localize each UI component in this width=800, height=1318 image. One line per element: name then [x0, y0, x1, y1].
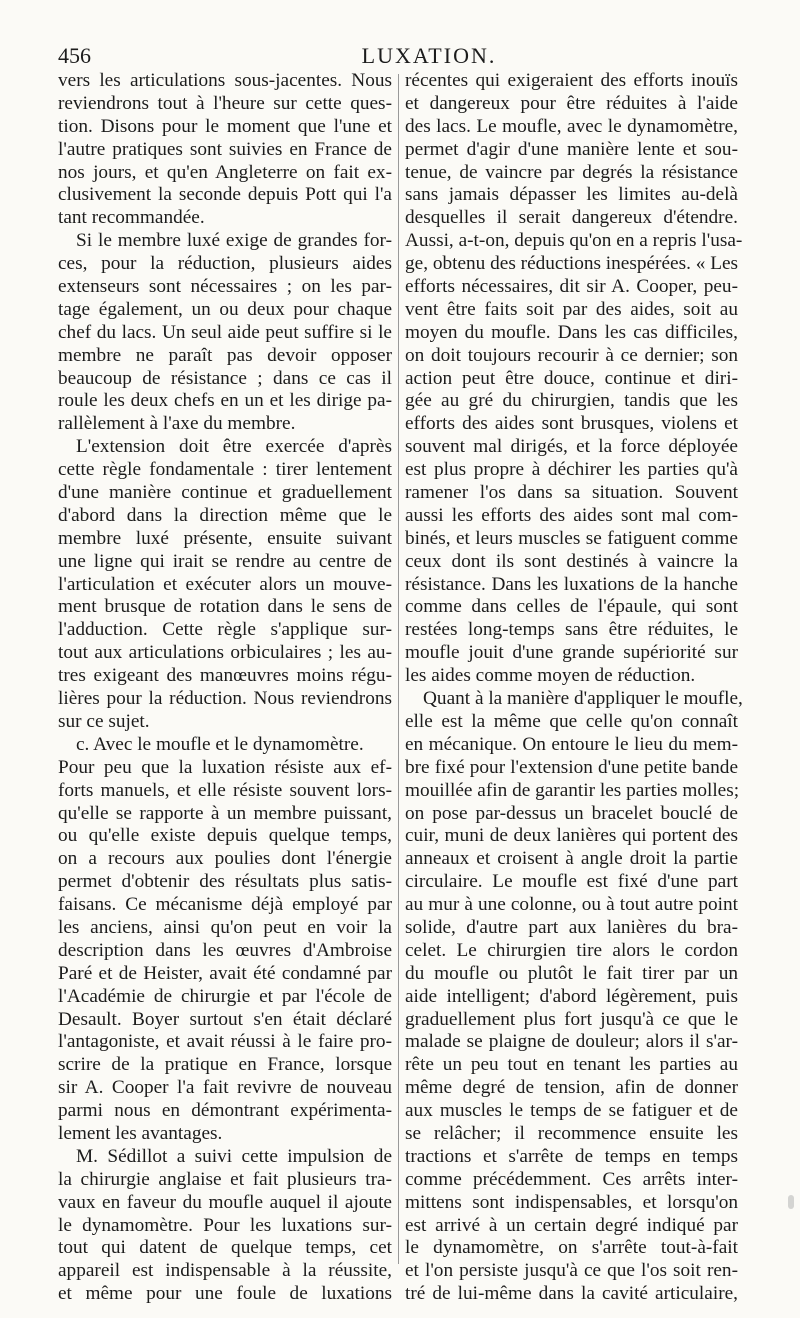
text-line: parmi nous en démontrant expérimenta- — [58, 1100, 392, 1122]
text-line: action peut être douce, continue et diri- — [405, 367, 738, 389]
text-line: cette règle fondamentale : tirer lentement — [58, 459, 392, 481]
text-line: et dangereux pour être réduites à l'aide — [405, 92, 738, 114]
text-line: récentes qui exigeraient des efforts inouïs — [405, 70, 738, 91]
text-line: lement les avantages. — [58, 1122, 223, 1144]
text-line: l'autre pratiques sont suivies en France de — [58, 138, 392, 160]
right-column — [405, 70, 743, 1306]
text-line: aux muscles le temps de se fatiguer et de — [405, 1100, 738, 1122]
text-line: tout aux articulations orbiculaires ; les au- — [58, 642, 392, 664]
text-line: se relâcher; il recommence ensuite les — [405, 1122, 738, 1144]
text-line: permet d'obtenir des résultats plus satis- — [58, 871, 392, 893]
text-line: au mur à une colonne, ou à tout autre point — [405, 894, 738, 916]
text-line: restées long-temps sans être réduites, le — [405, 619, 738, 641]
text-line: Quant à la manière d'appliquer le moufle, — [423, 688, 743, 710]
text-line: malade se plaigne de douleur; alors il s'ar- — [405, 1031, 738, 1053]
text-line: tage également, un ou deux pour chaque — [58, 298, 392, 320]
text-line: tré de lui-même dans la cavité articulaire, — [405, 1283, 738, 1305]
text-line: sir A. Cooper l'a fait revivre de nouveau — [58, 1077, 392, 1099]
text-line: vers les articulations sous-jacentes. Nous — [58, 70, 392, 91]
text-line: souvent mal dirigés, et la force déployée — [405, 436, 738, 458]
text-line: ou qu'elle existe depuis quelque temps, — [58, 825, 392, 847]
text-line: est plus propre à déchirer les parties qu'à — [405, 459, 738, 481]
text-line: Pour peu que la luxation résiste aux ef- — [58, 756, 392, 778]
text-line: scrire de la pratique en France, lorsque — [58, 1054, 392, 1076]
text-line: cuir, muni de deux lanières qui portent des — [405, 825, 738, 847]
page-number: 456 — [58, 43, 91, 68]
text-line: aide intelligent; d'abord légèrement, puis — [405, 985, 738, 1007]
text-line: du moufle ou plutôt le fait tirer par un — [405, 962, 738, 984]
text-line: les aides comme moyen de réduction. — [405, 665, 696, 687]
text-line: résistance. Dans les luxations de la hanche — [405, 573, 738, 595]
text-line: vaux en faveur du moufle auquel il ajoute — [58, 1191, 392, 1213]
text-line: L'extension doit être exercée d'après — [76, 436, 392, 458]
text-line: la chirurgie anglaise et fait plusieurs tra- — [58, 1168, 392, 1190]
text-line: celet. Le chirurgien tire alors le cordon — [405, 939, 738, 961]
text-line: d'abord dans la direction même que le — [58, 504, 392, 526]
text-line: circulaire. Le moufle est fixé d'une part — [405, 871, 738, 893]
text-line: tres exigeant des manœuvres moins régu- — [58, 665, 392, 687]
text-line: efforts nécessaires, dit sir A. Cooper, peu- — [405, 276, 738, 298]
text-line: chef du lacs. Un seul aide peut suffire si le — [58, 321, 392, 343]
text-line: on doit toujours recourir à ce dernier; son — [405, 344, 738, 366]
text-line: l'antagoniste, et avait réussi à le faire pro- — [58, 1031, 392, 1053]
text-line: membre luxé présente, ensuite suivant — [58, 527, 392, 549]
text-line: d'une manière continue et graduellement — [58, 482, 392, 504]
text-line: reviendrons tout à l'heure sur cette ques- — [58, 92, 392, 114]
text-line: une ligne qui irait se rendre au centre de — [58, 550, 392, 572]
text-line: appareil est indispensable à la réussite, — [58, 1260, 392, 1282]
text-line: tenue, de vaincre par degrés la résistance — [405, 161, 738, 183]
text-line: elle est la même que celle qu'on connaît — [405, 710, 738, 732]
text-line: faisans. Ce mécanisme déjà employé par — [58, 894, 392, 916]
text-line: ces, pour la réduction, plusieurs aides — [58, 253, 392, 275]
text-line: et même pour une foule de luxations — [58, 1283, 392, 1305]
text-line: binés, et leurs muscles se fatiguent comme — [405, 527, 738, 549]
text-line: tractions et s'arrête de temps en temps — [405, 1145, 738, 1167]
text-line: aussi les efforts des aides sont mal com- — [405, 504, 738, 526]
text-line: description dans les œuvres d'Ambroise — [58, 939, 392, 961]
text-line: roule les deux chefs en un et les dirige pa- — [58, 390, 392, 412]
text-line: comme précédemment. Ces arrêts inter- — [405, 1168, 738, 1190]
text-line: Aussi, a-t-on, depuis qu'on en a repris l'usa- — [405, 230, 743, 252]
margin-mark — [788, 1195, 794, 1209]
text-line: est arrivé à un certain degré indiqué par — [405, 1214, 738, 1236]
column-divider — [398, 74, 399, 1264]
text-line: c. Avec le moufle et le dynamomètre. — [76, 733, 364, 755]
running-title: LUXATION. — [361, 43, 497, 68]
text-line: ge, obtenu des réductions inespérées. « Les — [405, 253, 739, 275]
text-line: vent être faits soit par des aides, soit au — [405, 298, 738, 320]
text-line: le dynamomètre, on s'arrête tout-à-fait — [405, 1237, 738, 1259]
text-line: ceux dont ils sont destinés à vaincre la — [405, 550, 738, 572]
text-line: moufle jouit d'une grande supériorité sur — [405, 642, 738, 664]
text-line: le dynamomètre. Pour les luxations sur- — [58, 1214, 392, 1236]
text-line: l'articulation et exécuter alors un mouve- — [58, 573, 392, 595]
text-line: clusivement la seconde depuis Pott qui l'a — [58, 184, 392, 206]
text-line: membre ne paraît pas devoir opposer — [58, 344, 392, 366]
text-line: Si le membre luxé exige de grandes for- — [76, 230, 392, 252]
text-line: efforts des aides sont brusques, violens et — [405, 413, 738, 435]
text-line: beaucoup de résistance ; dans ce cas il — [58, 367, 392, 389]
text-line: en mécanique. On entoure le lieu du mem- — [405, 733, 738, 755]
text-line: sans jamais dépasser les limites au-delà — [405, 184, 738, 206]
text-line: bre fixé pour l'extension d'une petite bande — [405, 756, 738, 778]
text-line: extenseurs sont nécessaires ; on les par- — [58, 276, 392, 298]
text-line: les anciens, ainsi qu'on peut en voir la — [58, 916, 392, 938]
text-line: on pose par-dessus un bracelet bouclé de — [405, 802, 738, 824]
text-line: ment brusque de rotation dans le sens de — [58, 596, 392, 618]
text-line: rallèlement à l'axe du membre. — [58, 413, 296, 435]
text-line: des lacs. Le moufle, avec le dynamomètre, — [405, 115, 738, 137]
page-header — [58, 40, 760, 72]
text-line: M. Sédillot a suivi cette impulsion de — [76, 1145, 392, 1167]
text-line: desquelles il serait dangereux d'étendre. — [405, 207, 738, 229]
text-line: même degré de tension, afin de donner — [405, 1077, 738, 1099]
text-line: tout qui datent de quelque temps, cet — [58, 1237, 392, 1259]
text-line: l'adduction. Cette règle s'applique sur- — [58, 619, 392, 641]
text-line: mouillée afin de garantir les parties molles; — [405, 779, 740, 801]
text-line: graduellement plus fort jusqu'à ce que le — [405, 1008, 738, 1030]
text-line: on a recours aux poulies dont l'énergie — [58, 848, 392, 870]
text-line: tant recommandée. — [58, 207, 205, 229]
text-line: sur ce sujet. — [58, 710, 150, 732]
left-column — [58, 70, 392, 1306]
text-line: anneaux et croisent à angle droit la partie — [405, 848, 738, 870]
text-line: et l'on persiste jusqu'à ce que l'os soit ren- — [405, 1260, 738, 1282]
text-line: gée au gré du chirurgien, tandis que les — [405, 390, 738, 412]
text-line: permet d'agir d'une manière lente et sou- — [405, 138, 738, 160]
text-line: Desault. Boyer surtout s'en était déclaré — [58, 1008, 392, 1030]
text-line: mittens sont indispensables, et lorsqu'on — [405, 1191, 738, 1213]
text-line: qu'elle se rapporte à un membre puissant, — [58, 802, 392, 824]
text-line: comme dans celles de l'épaule, qui sont — [405, 596, 738, 618]
text-line: lières pour la réduction. Nous reviendrons — [58, 688, 392, 710]
text-line: ramener l'os dans sa situation. Souvent — [405, 482, 738, 504]
text-line: tion. Disons pour le moment que l'une et — [58, 115, 392, 137]
text-line: rête un peu tout en tenant les parties au — [405, 1054, 738, 1076]
text-line: l'Académie de chirurgie et par l'école de — [58, 985, 392, 1007]
text-line: moyen du moufle. Dans les cas difficiles, — [405, 321, 738, 343]
text-line: Paré et de Heister, avait été condamné par — [58, 962, 392, 984]
text-line: solide, d'autre part aux lanières du bra- — [405, 916, 738, 938]
text-line: nos jours, et qu'en Angleterre on fait ex- — [58, 161, 392, 183]
text-line: forts manuels, et elle résiste souvent lors- — [58, 779, 392, 801]
